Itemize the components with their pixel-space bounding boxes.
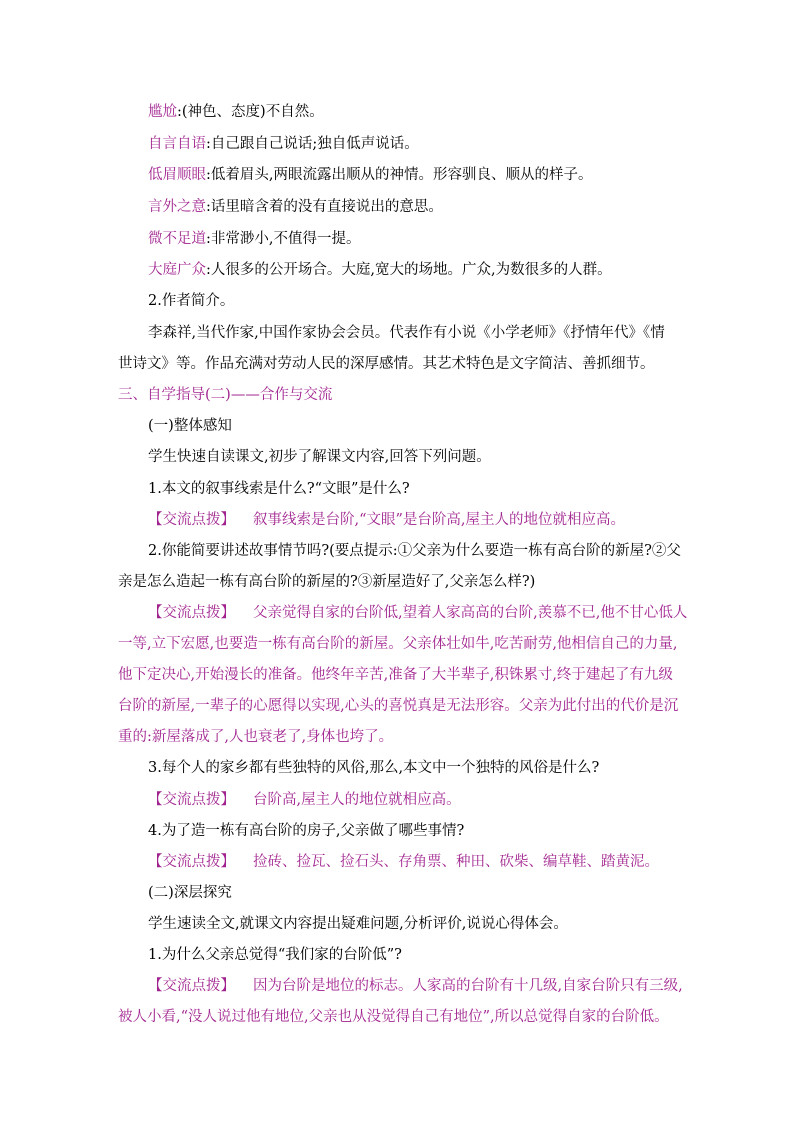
author-text: 世诗文》等。作品充满对劳动人民的深厚感情。其艺术特色是文字简洁、善抓细节。 xyxy=(118,356,655,372)
glossary-item xyxy=(148,134,419,154)
question: 1.本文的叙事线索是什么?“文眼”是什么? xyxy=(148,481,410,497)
question: 1.为什么父亲总觉得“我们家的台阶低”? xyxy=(148,947,402,963)
question: 亲是怎么造起一栋有高台阶的新屋的?③新屋造好了,父亲怎么样?) xyxy=(118,574,536,590)
glossary-definition: :低着眉头,两眼流露出顺从的神情。形容驯良、顺从的样子。 xyxy=(206,167,593,183)
answer-text: 台阶高,屋主人的地位就相应高。 xyxy=(253,792,461,808)
glossary-item xyxy=(148,102,324,122)
question: 4.为了造一栋有高台阶的房子,父亲做了哪些事情? xyxy=(148,823,465,839)
glossary-definition: :话里暗含着的没有直接说出的意思。 xyxy=(206,199,443,215)
answer xyxy=(148,976,683,996)
glossary-term: 微不足道 xyxy=(148,231,206,247)
glossary-term: 言外之意 xyxy=(148,199,206,215)
answer-text: ,所以总觉得自家的台阶低。 xyxy=(490,1009,669,1025)
glossary-definition: :非常渺小,不值得一提。 xyxy=(206,231,361,247)
answer xyxy=(148,790,461,810)
subsection-title: (一)整体感知 xyxy=(148,418,232,434)
answer-text: 叙事线索是台阶,“文眼”是台阶高,屋主人的地位就相应高。 xyxy=(253,512,626,528)
answer-tag: 【交流点拨】 xyxy=(148,978,235,994)
glossary-term: 低眉顺眼 xyxy=(148,167,206,183)
answer-tag: 【交流点拨】 xyxy=(148,792,235,808)
author-text: 李森祥,当代作家,中国作家协会会员。代表作有小说《小学老师》《抒情年代》《情 xyxy=(148,325,665,341)
glossary-item xyxy=(148,260,612,280)
glossary-definition: :人很多的公开场合。大庭,宽大的场地。广众,为数很多的人群。 xyxy=(206,262,612,278)
glossary-definition: :自己跟自己说话;独自低声说话。 xyxy=(206,136,419,152)
glossary-item xyxy=(148,197,443,217)
answer xyxy=(148,603,687,623)
quote-text: “没人说过他有地位,父亲也从没觉得自己有地位” xyxy=(180,1009,491,1025)
answer-text: 被人小看, xyxy=(118,1009,181,1025)
glossary-definition: :(神色、态度)不自然。 xyxy=(177,104,324,120)
answer xyxy=(148,510,625,530)
glossary-term: 大庭广众 xyxy=(148,262,206,278)
subsection-title: (二)深层探究 xyxy=(148,885,232,901)
answer-tag: 【交流点拨】 xyxy=(148,512,235,528)
section-title: 三、自学指导(二)——合作与交流 xyxy=(118,387,333,403)
answer-text: 父亲觉得自家的台阶低,望着人家高高的台阶,羡慕不已,他不甘心低人 xyxy=(253,605,688,621)
answer-tag: 【交流点拨】 xyxy=(148,605,235,621)
question: 2.你能简要讲述故事情节吗?(要点提示:①父亲为什么要造一栋有高台阶的新屋?②父 xyxy=(148,543,681,559)
answer-text xyxy=(118,1007,669,1027)
answer-tag: 【交流点拨】 xyxy=(148,854,235,870)
answer-text: 一等,立下宏愿,也要造一栋有高台阶的新屋。父亲体壮如牛,吃苦耐劳,他相信自己的力量, xyxy=(118,636,678,652)
glossary-item xyxy=(148,165,593,185)
answer-text: 因为台阶是地位的标志。人家高的台阶有十几级,自家台阶只有三级, xyxy=(253,978,683,994)
glossary-item xyxy=(148,229,361,249)
instruction-text: 学生快速自读课文,初步了解课文内容,回答下列问题。 xyxy=(148,449,491,465)
answer-text: 他下定决心,开始漫长的准备。他终年辛苦,准备了大半辈子,积铢累寸,终于建起了有九级 xyxy=(118,667,673,683)
author-heading: 2.作者简介。 xyxy=(148,293,235,309)
answer-text: 台阶的新屋,一辈子的心愿得以实现,心头的喜悦真是无法形容。父亲为此付出的代价是沉 xyxy=(118,698,679,714)
glossary-term: 自言自语 xyxy=(148,136,206,152)
question: 3.每个人的家乡都有些独特的风俗,那么,本文中一个独特的风俗是什么? xyxy=(148,760,600,776)
instruction-text: 学生速读全文,就课文内容提出疑难问题,分析评价,说说心得体会。 xyxy=(148,916,568,932)
glossary-term: 尴尬 xyxy=(148,104,177,120)
answer-text: 捡砖、捡瓦、捡石头、存角票、种田、砍柴、编草鞋、踏黄泥。 xyxy=(253,854,659,870)
answer xyxy=(148,852,659,872)
answer-text: 重的:新屋落成了,人也衰老了,身体也垮了。 xyxy=(118,729,394,745)
